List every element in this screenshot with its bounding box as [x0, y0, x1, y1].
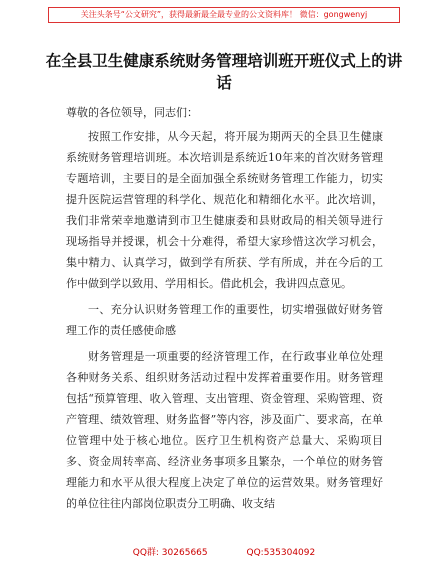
- footer-qq: QQ:535304092: [246, 548, 316, 558]
- footer-contact: [0, 545, 448, 558]
- footer-qq-group: QQ群: 30265665: [132, 548, 208, 558]
- document-title: 在全县卫生健康系统财务管理培训班开班仪式上的讲话: [45, 52, 403, 92]
- salutation: 尊敬的各位领导，同志们：: [66, 106, 198, 119]
- paragraph-intro: 按照工作安排，从今天起，将开展为期两天的全县卫生健康系统财务管理培训班。本次培训是系统近10年来的首次财务管理专题培训，主要目的是全面加强全系统财务管理工作能力，切实提升医院运营管理的科学化、规范化和精细化水平。此次培训，我们非常荣幸地邀请到市卫生健康委和县财政局的相关领导进行现场指导并授课，机会十分难得，希望大家珍惜这次学习机会，集中精力、认真学习，做到学有所获、学有所成，并在今后的工作中做到学以致用、学用相长。借此机会，我讲四点意见。: [66, 130, 383, 290]
- header-banner: 关注头条号“公文研究”，获得最新最全最专业的公文资料库！ 微信：gongwenyj: [48, 7, 400, 23]
- document-body: [66, 102, 383, 519]
- paragraph-financial-management: 财务管理是一项重要的经济管理工作，在行政事业单位处理各种财务关系、组织财务活动过程中发挥着重要作用。财务管理包括“预算管理、收入管理、支出管理、资金管理、采购管理、资产管理、绩效管理、财务监督”等内容，涉及面广、要求高，在单位管理中处于核心地位。医疗卫生机构资产总量大、采购项目多、资金周转率高、经济业务事项多且繁杂，一个单位的财务管理能力和水平从很大程度上决定了单位的运营效果。财务管理好的单位往往内部岗位职责分工明确、收支结: [66, 350, 383, 510]
- section-heading-1: 一、充分认识财务管理工作的重要性，切实增强做好财务管理工作的责任感使命感: [66, 303, 383, 337]
